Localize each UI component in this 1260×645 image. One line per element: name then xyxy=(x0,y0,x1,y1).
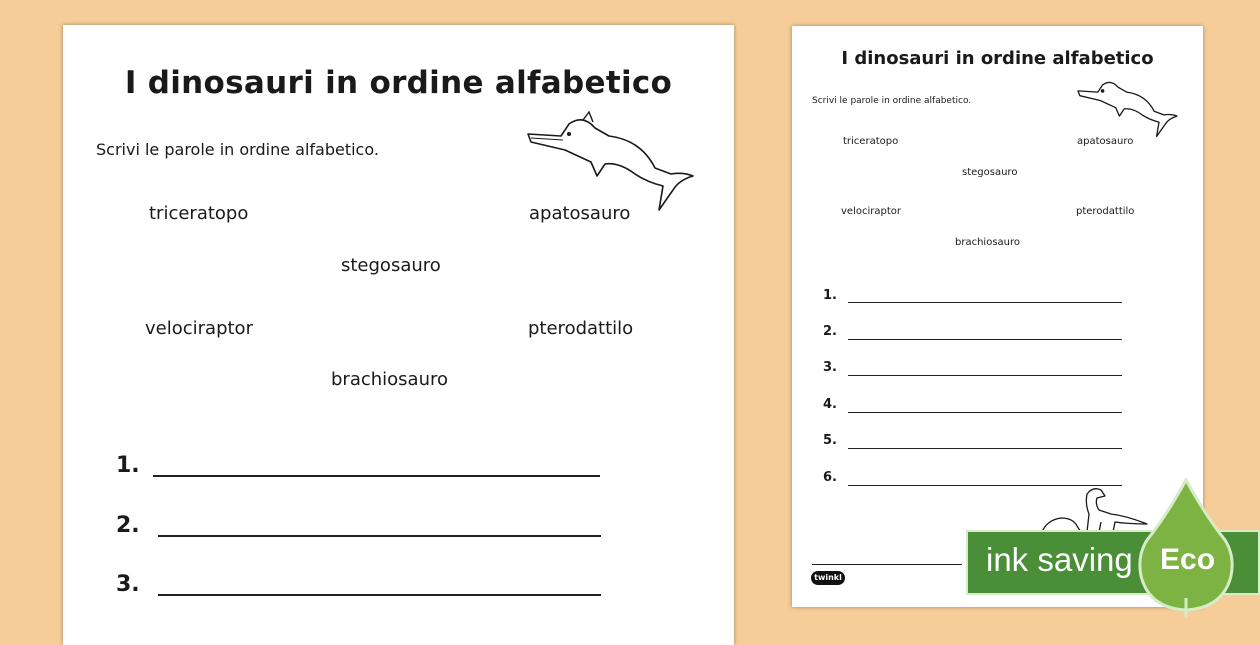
answer-number: 5. xyxy=(823,433,837,448)
answer-line[interactable] xyxy=(158,535,601,537)
twinkl-logo: twinkl xyxy=(811,571,845,585)
answer-line[interactable] xyxy=(153,475,600,477)
word-velociraptor: velociraptor xyxy=(841,206,901,217)
small-worksheet-title: I dinosauri in ordine alfabetico xyxy=(841,48,1154,69)
answer-line[interactable] xyxy=(848,302,1122,303)
word-triceratopo: triceratopo xyxy=(149,203,249,224)
answer-line[interactable] xyxy=(848,448,1122,449)
eco-label: Eco xyxy=(1160,543,1216,576)
ichthyosaur-icon xyxy=(523,110,698,215)
answer-line[interactable] xyxy=(158,594,601,596)
ichthyosaur-icon xyxy=(1075,76,1180,140)
word-brachiosauro: brachiosauro xyxy=(955,237,1021,248)
large-worksheet xyxy=(63,25,734,645)
word-stegosauro: stegosauro xyxy=(962,167,1018,178)
word-pterodattilo: pterodattilo xyxy=(1076,206,1135,217)
answer-line[interactable] xyxy=(848,412,1122,413)
large-worksheet-title: I dinosauri in ordine alfabetico xyxy=(124,65,673,101)
answer-number: 4. xyxy=(823,397,837,412)
large-worksheet-instruction: Scrivi le parole in ordine alfabetico. xyxy=(96,140,379,159)
answer-line[interactable] xyxy=(848,375,1122,376)
answer-number: 6. xyxy=(823,470,837,485)
ink-saving-label: ink saving xyxy=(986,541,1133,578)
word-brachiosauro: brachiosauro xyxy=(331,369,449,390)
small-worksheet-instruction: Scrivi le parole in ordine alfabetico. xyxy=(812,96,972,106)
signature-line xyxy=(812,564,962,565)
word-apatosauro: apatosauro xyxy=(1077,136,1134,147)
word-apatosauro: apatosauro xyxy=(529,203,631,224)
word-velociraptor: velociraptor xyxy=(145,318,253,339)
answer-number: 3. xyxy=(116,572,140,597)
answer-line[interactable] xyxy=(848,339,1122,340)
answer-number: 3. xyxy=(823,360,837,375)
answer-number: 2. xyxy=(116,513,140,538)
answer-number: 1. xyxy=(823,288,837,303)
answer-number: 2. xyxy=(823,324,837,339)
word-pterodattilo: pterodattilo xyxy=(528,318,634,339)
answer-number: 1. xyxy=(116,453,140,478)
word-stegosauro: stegosauro xyxy=(341,255,441,276)
word-triceratopo: triceratopo xyxy=(843,136,899,147)
